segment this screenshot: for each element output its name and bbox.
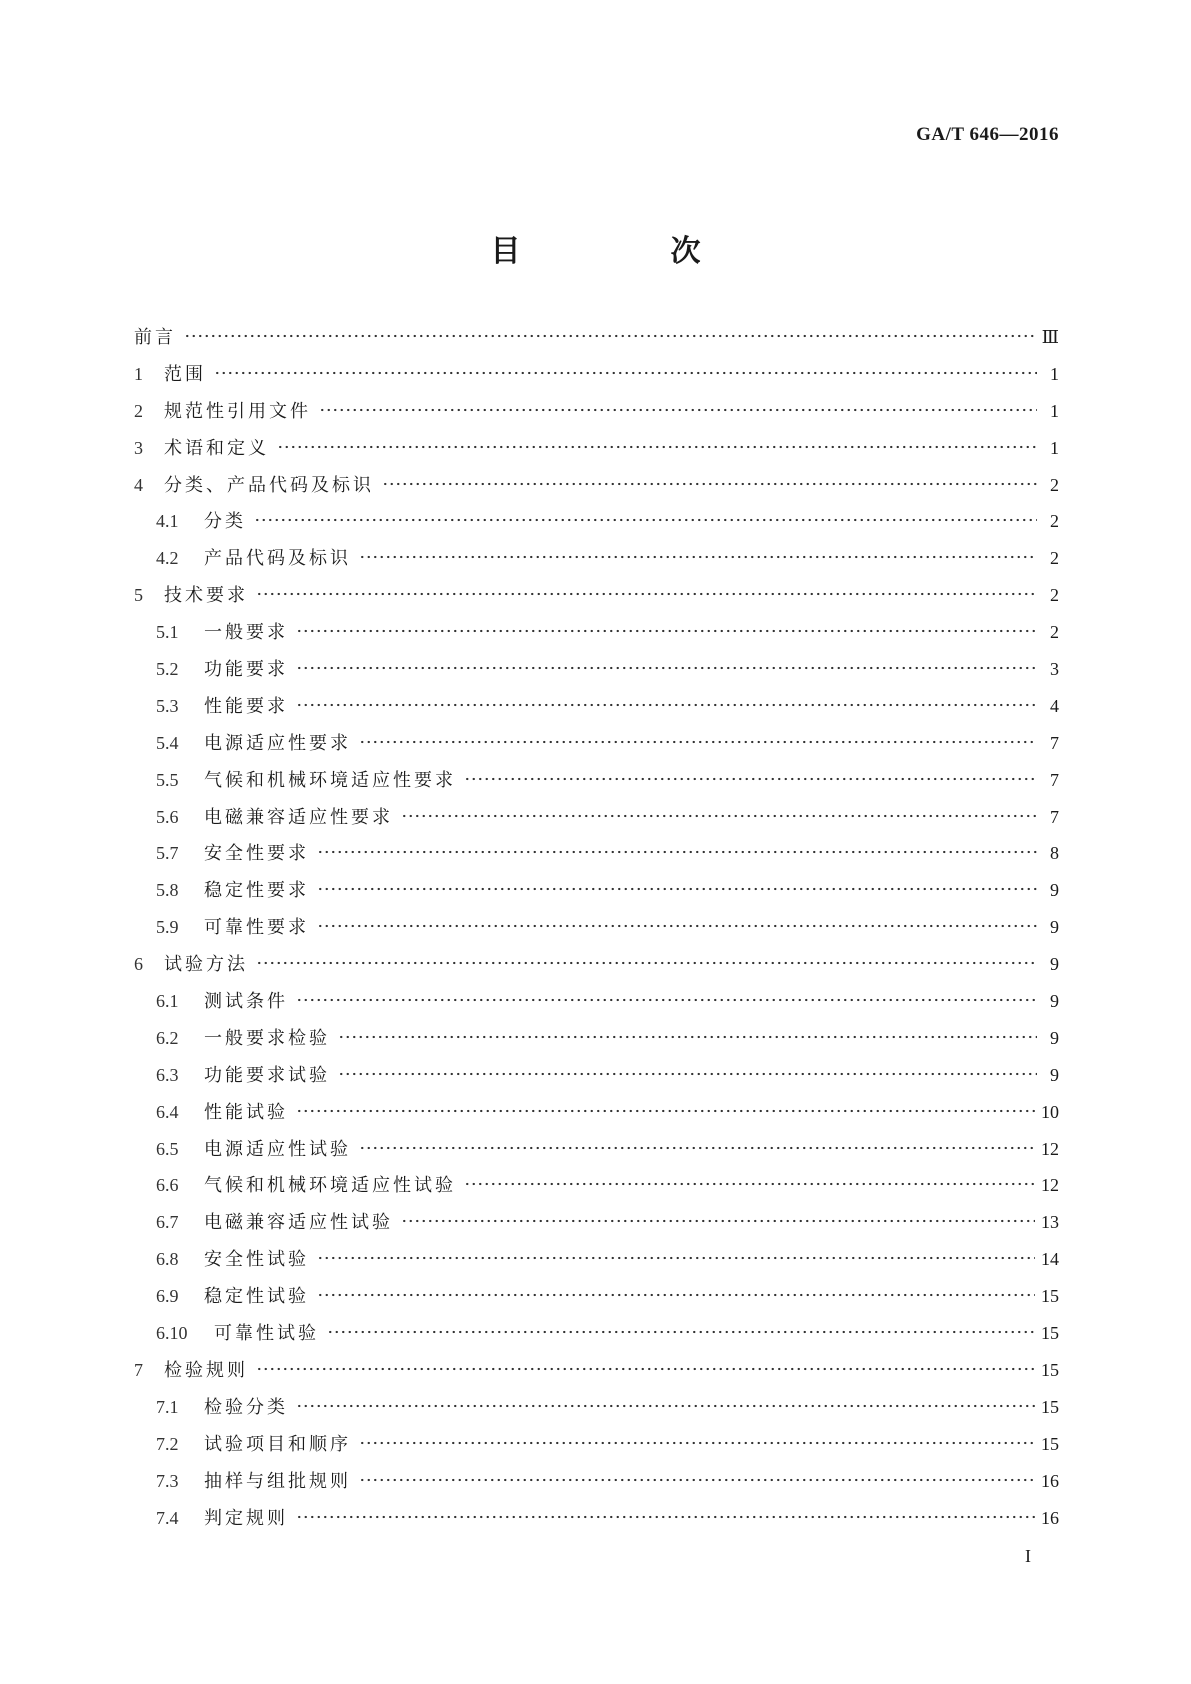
toc-entry[interactable] xyxy=(134,839,1059,876)
toc-entry-number: 5 xyxy=(134,585,143,606)
toc-entry-number: 5.8 xyxy=(156,880,179,901)
toc-entry-number: 5.4 xyxy=(156,732,179,753)
toc-entry-number: 6.3 xyxy=(156,1064,179,1085)
toc-entry-number: 6.7 xyxy=(156,1212,179,1233)
toc-dot-leader xyxy=(317,880,1037,898)
toc-entry-page: 7 xyxy=(1050,732,1059,753)
toc-entry-label: 判定规则 xyxy=(204,1507,288,1529)
toc-entry-label: 电源适应性试验 xyxy=(204,1138,351,1160)
toc-dot-leader xyxy=(184,327,1036,345)
toc-entry-number: 4 xyxy=(134,474,143,495)
toc-entry-label: 范围 xyxy=(164,363,206,385)
toc-entry-page: 2 xyxy=(1050,585,1059,606)
toc-entry-page: 7 xyxy=(1050,806,1059,827)
toc-entry-label: 电源适应性要求 xyxy=(204,732,351,754)
toc-entry-page: 12 xyxy=(1041,1138,1059,1159)
toc-dot-leader xyxy=(359,1434,1035,1452)
toc-entry-label: 抽样与组批规则 xyxy=(204,1470,351,1492)
toc-entry[interactable] xyxy=(134,1171,1059,1208)
toc-entry-number: 5.5 xyxy=(156,769,179,790)
toc-entry-page: 16 xyxy=(1041,1470,1059,1491)
toc-entry-page: 1 xyxy=(1050,437,1059,458)
toc-dot-leader xyxy=(296,696,1037,714)
toc-entry-label: 气候和机械环境适应性要求 xyxy=(204,769,456,791)
toc-entry-page: 1 xyxy=(1050,363,1059,384)
toc-entry-label: 试验方法 xyxy=(164,954,248,976)
toc-entry-label: 技术要求 xyxy=(164,585,248,607)
toc-entry[interactable] xyxy=(134,1098,1059,1135)
toc-entry-label: 安全性要求 xyxy=(204,843,309,865)
toc-entry-label: 电磁兼容适应性试验 xyxy=(204,1212,393,1234)
toc-dot-leader xyxy=(317,917,1037,935)
toc-dot-leader xyxy=(296,622,1037,640)
standard-code: GA/T 646—2016 xyxy=(916,124,1059,145)
toc-dot-leader xyxy=(296,1102,1035,1120)
toc-entry-number: 6.10 xyxy=(156,1323,188,1344)
toc-entry[interactable] xyxy=(134,1393,1059,1430)
toc-entry-label: 一般要求检验 xyxy=(204,1027,330,1049)
toc-entry-page: 9 xyxy=(1050,917,1059,938)
toc-entry-label: 前言 xyxy=(134,327,176,348)
toc-entry[interactable] xyxy=(134,1024,1059,1061)
toc-dot-leader xyxy=(359,1471,1035,1489)
toc-entry-page: 1 xyxy=(1050,400,1059,421)
toc-entry-number: 4.2 xyxy=(156,548,179,569)
toc-entry-number: 6.1 xyxy=(156,991,179,1012)
toc-entry-number: 6 xyxy=(134,954,143,975)
toc-entry-page: 16 xyxy=(1041,1507,1059,1528)
toc-entry[interactable] xyxy=(134,1467,1059,1504)
toc-entry-page: 7 xyxy=(1050,769,1059,790)
toc-entry-number: 6.6 xyxy=(156,1175,179,1196)
toc-entry-page: 4 xyxy=(1050,695,1059,716)
toc-entry-number: 5.6 xyxy=(156,806,179,827)
toc-entry[interactable] xyxy=(134,581,1059,618)
toc-entry-number: 7.3 xyxy=(156,1470,179,1491)
toc-entry-label: 术语和定义 xyxy=(164,437,269,459)
toc-entry-number: 7.1 xyxy=(156,1396,179,1417)
toc-entry[interactable] xyxy=(134,360,1059,397)
toc-entry-label: 稳定性要求 xyxy=(204,880,309,902)
table-of-contents xyxy=(134,323,1059,1540)
toc-entry[interactable] xyxy=(134,1356,1059,1393)
toc-entry[interactable] xyxy=(134,507,1059,544)
toc-entry[interactable] xyxy=(134,544,1059,581)
toc-entry-number: 5.3 xyxy=(156,695,179,716)
toc-entry-label: 性能要求 xyxy=(204,695,288,717)
toc-dot-leader xyxy=(317,1249,1035,1267)
toc-entry-label: 功能要求 xyxy=(204,659,288,681)
toc-entry-page: 9 xyxy=(1050,880,1059,901)
toc-dot-leader xyxy=(338,1028,1037,1046)
toc-entry[interactable] xyxy=(134,434,1059,471)
toc-entry[interactable] xyxy=(134,950,1059,987)
toc-entry-label: 分类、产品代码及标识 xyxy=(164,474,374,496)
toc-entry-label: 气候和机械环境适应性试验 xyxy=(204,1175,456,1197)
toc-dot-leader xyxy=(256,585,1037,603)
toc-entry-label: 分类 xyxy=(204,511,246,533)
toc-entry-page: 2 xyxy=(1050,548,1059,569)
toc-entry-page: 15 xyxy=(1041,1359,1059,1380)
toc-entry-page: 2 xyxy=(1050,474,1059,495)
page-title: 目 次 xyxy=(490,234,761,269)
toc-entry-page: 10 xyxy=(1041,1101,1059,1122)
toc-entry-page: 2 xyxy=(1050,511,1059,532)
toc-entry-page: 15 xyxy=(1041,1396,1059,1417)
toc-entry[interactable] xyxy=(134,987,1059,1024)
toc-entry-label: 测试条件 xyxy=(204,991,288,1013)
toc-dot-leader xyxy=(359,733,1037,751)
toc-entry-page: 8 xyxy=(1050,843,1059,864)
toc-entry[interactable] xyxy=(134,618,1059,655)
toc-entry-number: 6.8 xyxy=(156,1249,179,1270)
toc-entry-page: 13 xyxy=(1041,1212,1059,1233)
toc-entry-number: 6.2 xyxy=(156,1027,179,1048)
toc-entry-page: 14 xyxy=(1041,1249,1059,1270)
toc-entry-page: 15 xyxy=(1041,1433,1059,1454)
toc-entry-page: 2 xyxy=(1050,622,1059,643)
toc-entry-number: 6.9 xyxy=(156,1286,179,1307)
toc-dot-leader xyxy=(317,843,1037,861)
toc-entry[interactable] xyxy=(134,803,1059,840)
toc-entry-page: 9 xyxy=(1050,954,1059,975)
toc-entry-label: 规范性引用文件 xyxy=(164,400,311,422)
toc-entry-page: 15 xyxy=(1041,1323,1059,1344)
toc-entry[interactable] xyxy=(134,692,1059,729)
toc-entry-label: 产品代码及标识 xyxy=(204,548,351,570)
toc-dot-leader xyxy=(401,1212,1035,1230)
toc-entry-label: 性能试验 xyxy=(204,1101,288,1123)
toc-entry-label: 安全性试验 xyxy=(204,1249,309,1271)
toc-dot-leader xyxy=(296,659,1037,677)
toc-entry-number: 7.4 xyxy=(156,1507,179,1528)
toc-dot-leader xyxy=(254,511,1037,529)
toc-entry[interactable] xyxy=(134,1135,1059,1172)
toc-dot-leader xyxy=(256,954,1037,972)
toc-dot-leader xyxy=(359,1139,1035,1157)
toc-entry-label: 可靠性试验 xyxy=(214,1323,319,1345)
toc-entry-label: 功能要求试验 xyxy=(204,1064,330,1086)
toc-dot-leader xyxy=(277,438,1037,456)
toc-entry[interactable] xyxy=(134,876,1059,913)
toc-dot-leader xyxy=(317,1286,1035,1304)
toc-dot-leader xyxy=(338,1065,1037,1083)
toc-entry-label: 检验规则 xyxy=(164,1359,248,1381)
toc-entry-number: 7 xyxy=(134,1359,143,1380)
toc-entry[interactable] xyxy=(134,1319,1059,1356)
toc-dot-leader xyxy=(296,1397,1035,1415)
toc-entry-label: 检验分类 xyxy=(204,1396,288,1418)
toc-entry-page: Ⅲ xyxy=(1041,327,1059,347)
toc-dot-leader xyxy=(214,364,1037,382)
toc-entry-number: 6.5 xyxy=(156,1138,179,1159)
toc-entry-label: 稳定性试验 xyxy=(204,1286,309,1308)
toc-entry-number: 6.4 xyxy=(156,1101,179,1122)
toc-entry[interactable] xyxy=(134,1061,1059,1098)
toc-entry-page: 9 xyxy=(1050,1064,1059,1085)
toc-entry[interactable] xyxy=(134,1282,1059,1319)
toc-entry-page: 12 xyxy=(1041,1175,1059,1196)
toc-entry-page: 15 xyxy=(1041,1286,1059,1307)
toc-entry[interactable] xyxy=(134,655,1059,692)
toc-entry-page: 3 xyxy=(1050,659,1059,680)
toc-entry[interactable] xyxy=(134,913,1059,950)
toc-dot-leader xyxy=(296,991,1037,1009)
toc-entry[interactable] xyxy=(134,323,1059,360)
toc-entry-page: 9 xyxy=(1050,991,1059,1012)
toc-dot-leader xyxy=(401,807,1037,825)
toc-entry-label: 电磁兼容适应性要求 xyxy=(204,806,393,828)
toc-entry-number: 7.2 xyxy=(156,1433,179,1454)
toc-entry-page: 9 xyxy=(1050,1027,1059,1048)
toc-dot-leader xyxy=(327,1323,1035,1341)
toc-entry-label: 可靠性要求 xyxy=(204,917,309,939)
toc-entry-number: 5.7 xyxy=(156,843,179,864)
toc-dot-leader xyxy=(256,1360,1035,1378)
toc-entry-number: 2 xyxy=(134,400,143,421)
toc-dot-leader xyxy=(319,401,1037,419)
toc-entry[interactable] xyxy=(134,1504,1059,1541)
toc-dot-leader xyxy=(359,548,1037,566)
toc-entry-number: 5.1 xyxy=(156,622,179,643)
toc-entry-number: 3 xyxy=(134,437,143,458)
toc-entry[interactable] xyxy=(134,471,1059,508)
toc-entry-number: 5.2 xyxy=(156,659,179,680)
toc-dot-leader xyxy=(464,1175,1035,1193)
toc-entry[interactable] xyxy=(134,766,1059,803)
toc-entry-label: 试验项目和顺序 xyxy=(204,1433,351,1455)
page-number: I xyxy=(1025,1546,1031,1566)
toc-entry[interactable] xyxy=(134,1430,1059,1467)
toc-dot-leader xyxy=(464,770,1037,788)
toc-entry-label: 一般要求 xyxy=(204,622,288,644)
toc-dot-leader xyxy=(296,1508,1035,1526)
toc-entry[interactable] xyxy=(134,1208,1059,1245)
toc-entry-number: 5.9 xyxy=(156,917,179,938)
toc-entry[interactable] xyxy=(134,729,1059,766)
toc-entry-number: 1 xyxy=(134,363,143,384)
toc-entry[interactable] xyxy=(134,1245,1059,1282)
toc-entry-number: 4.1 xyxy=(156,511,179,532)
toc-dot-leader xyxy=(382,475,1037,493)
toc-entry[interactable] xyxy=(134,397,1059,434)
